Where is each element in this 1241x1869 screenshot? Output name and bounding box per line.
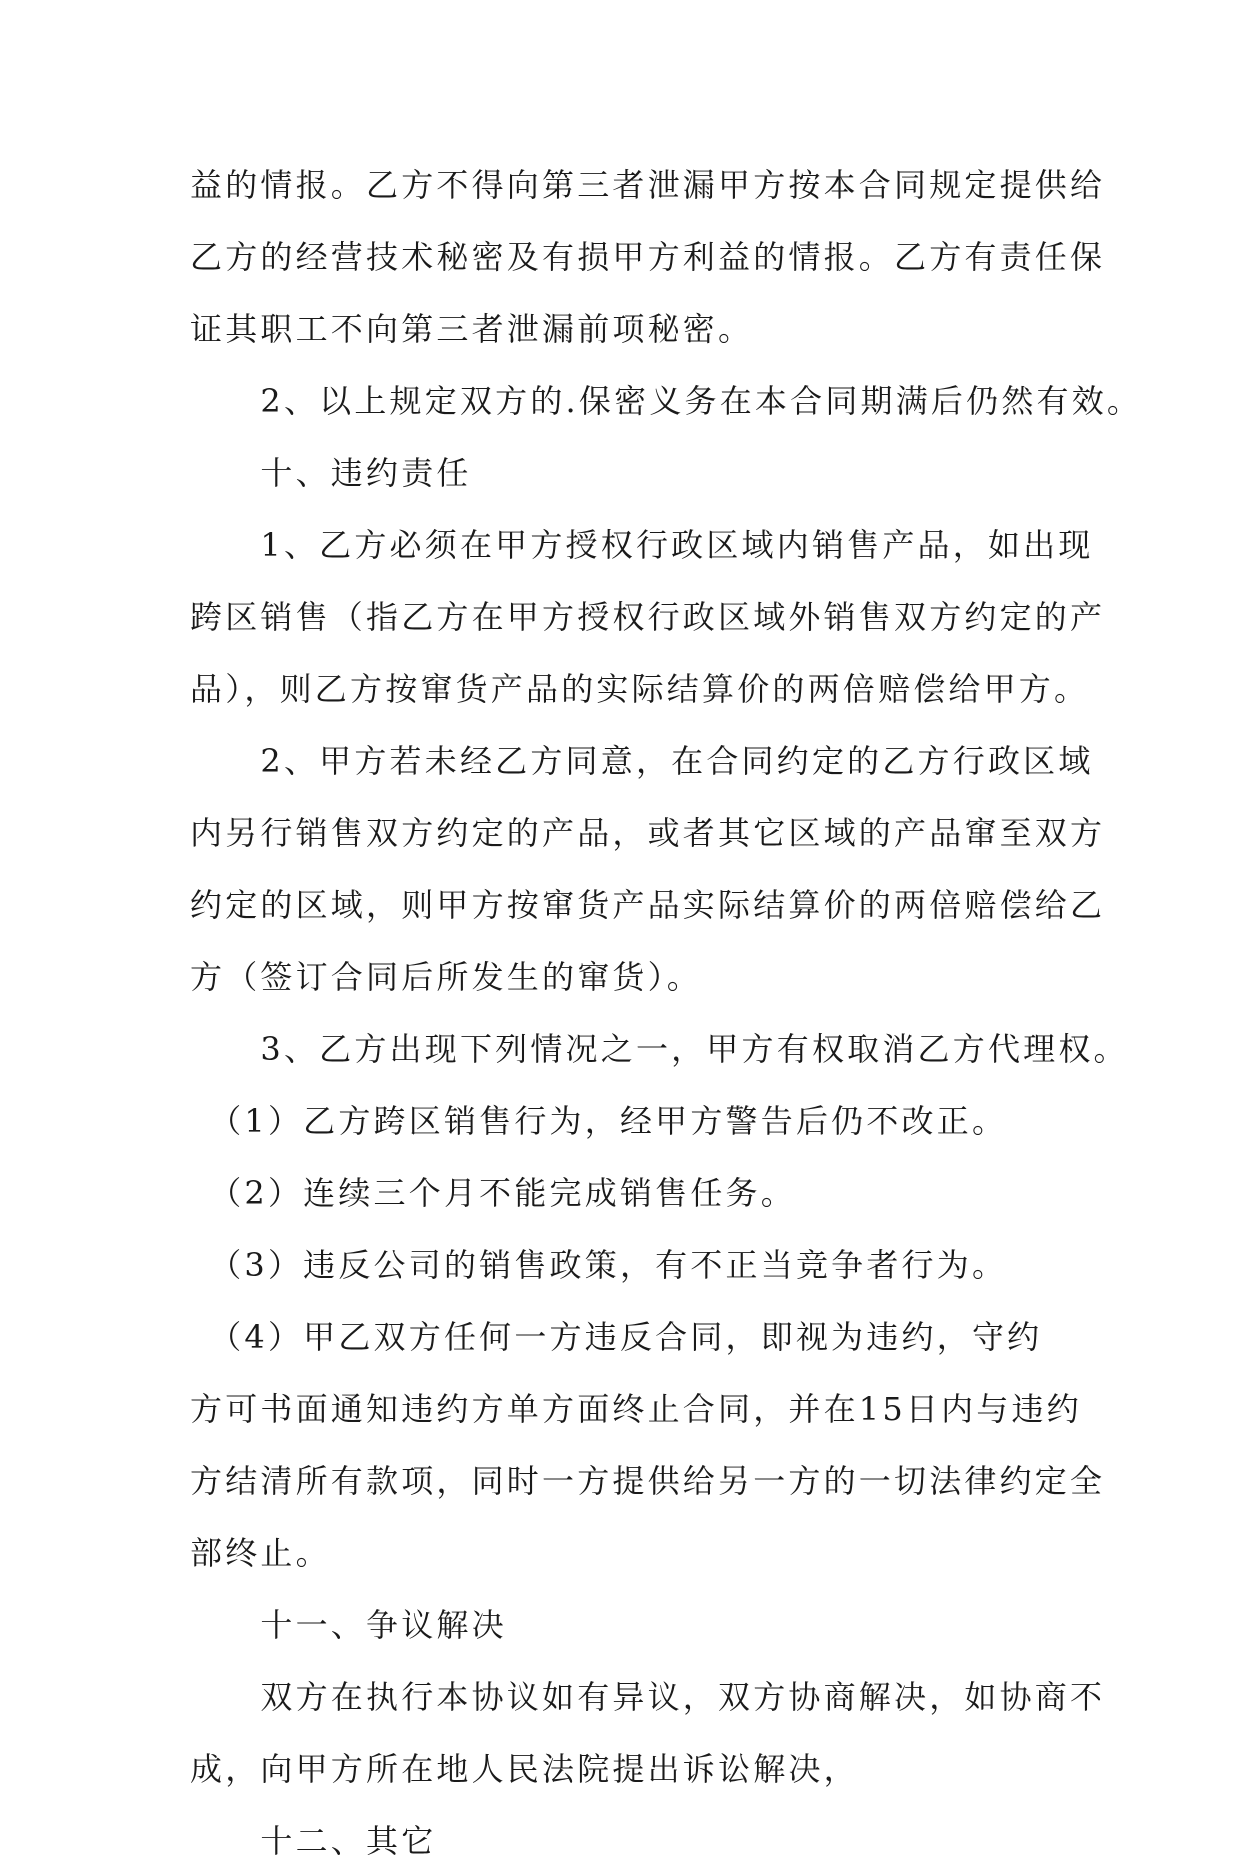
paragraph-line: 成，向甲方所在地人民法院提出诉讼解决，: [190, 1750, 859, 1788]
section-heading: 十、违约责任: [190, 454, 472, 492]
paragraph-line: 品），则乙方按窜货产品的实际结算价的两倍赔偿给甲方。: [190, 670, 1090, 708]
list-item: （2）连续三个月不能完成销售任务。: [190, 1174, 796, 1212]
paragraph-line: 1、乙方必须在甲方授权行政区域内销售产品，如出现: [190, 526, 1094, 564]
paragraph-line: 跨区销售（指乙方在甲方授权行政区域外销售双方约定的产: [190, 598, 1106, 636]
section-heading: 十二、其它: [190, 1822, 437, 1860]
section-heading: 十一、争议解决: [190, 1606, 507, 1644]
paragraph-line: 约定的区域，则甲方按窜货产品实际结算价的两倍赔偿给乙: [190, 886, 1106, 924]
paragraph-line: 方（签订合同后所发生的窜货）。: [190, 958, 703, 996]
list-item: （1）乙方跨区销售行为，经甲方警告后仍不改正。: [190, 1102, 1008, 1140]
list-item: （4）甲乙双方任何一方违反合同，即视为违约，守约: [190, 1318, 1043, 1356]
paragraph-line: 方可书面通知违约方单方面终止合同，并在15日内与违约: [190, 1390, 1082, 1428]
paragraph-line: 2、以上规定双方的.保密义务在本合同期满后仍然有效。: [190, 382, 1143, 420]
paragraph-line: 益的情报。乙方不得向第三者泄漏甲方按本合同规定提供给: [190, 166, 1106, 204]
paragraph-line: 部终止。: [190, 1534, 331, 1572]
paragraph-line: 证其职工不向第三者泄漏前项秘密。: [190, 310, 754, 348]
contract-body: [190, 158, 1143, 1869]
paragraph-line: 2、甲方若未经乙方同意，在合同约定的乙方行政区域: [190, 742, 1094, 780]
list-item: （3）违反公司的销售政策，有不正当竞争者行为。: [190, 1246, 1008, 1284]
paragraph-line: 方结清所有款项，同时一方提供给另一方的一切法律约定全: [190, 1462, 1106, 1500]
paragraph-line: 双方在执行本协议如有异议，双方协商解决，如协商不: [190, 1678, 1106, 1716]
paragraph-line: 内另行销售双方约定的产品，或者其它区域的产品窜至双方: [190, 814, 1106, 852]
paragraph-line: 乙方的经营技术秘密及有损甲方利益的情报。乙方有责任保: [190, 238, 1106, 276]
paragraph-line: 3、乙方出现下列情况之一，甲方有权取消乙方代理权。: [190, 1030, 1129, 1068]
